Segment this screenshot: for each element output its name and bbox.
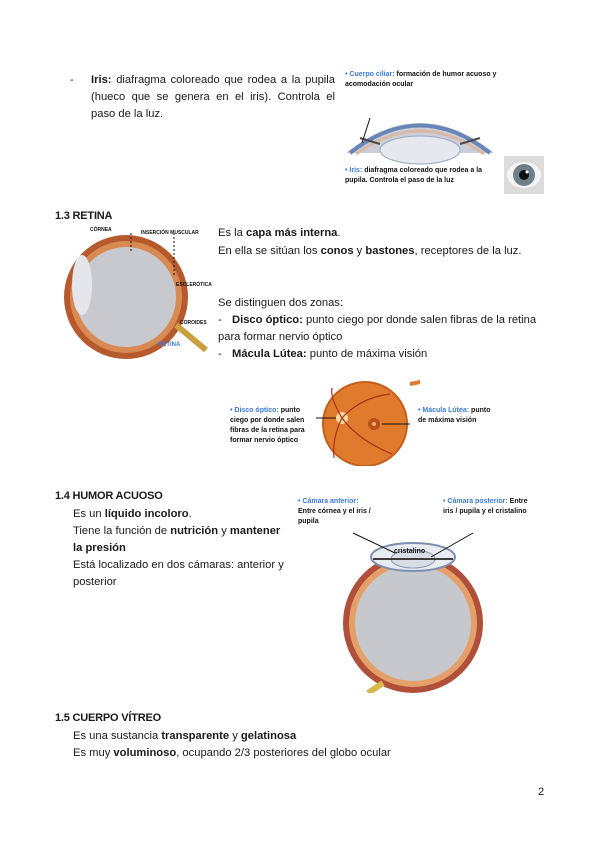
retina-figure [56,225,216,363]
retina-eye-illustration [56,225,216,363]
iris-figure [340,68,550,196]
retina-line3: Se distinguen dos zonas: [218,297,344,309]
camaras-figure [298,495,538,695]
macula-text: Mácula Lútea: punto de máxima visión [232,348,428,360]
ciliary-caption: • Cuerpo ciliar: formación de humor acuoso y acomodación ocular [345,71,497,88]
camara-posterior-caption: • Cámara posterior: Entre iris / pupila y el cristalino [443,498,528,515]
iris-fig-term: Iris: [349,167,363,174]
humor-line1: Es un líquido incoloro. [73,508,192,520]
label-insercion: INSERCIÓN MUSCULAR [141,230,199,236]
fundus-figure [230,378,500,468]
macula-item [218,346,548,363]
ciliary-term: Cuerpo ciliar: [349,71,395,78]
ciliary-text: formación de humor acuoso y acomodación ocular [345,71,497,88]
retina-line1: Es la capa más interna. [218,227,341,239]
page-number: 2 [538,786,545,798]
humor-line3: Está localizado en dos cámaras: anterior y posterior [73,559,284,588]
vitreo-heading: 1.5 CUERPO VÍTREO [55,712,162,724]
humor-line2: Tiene la función de nutrición y mantener la presión [73,525,281,554]
fundus-photo [310,378,420,466]
vitreo-line2: Es muy voluminoso, ocupando 2/3 posteriores del globo ocular [73,747,391,759]
iris-fig-text: diafragma coloreado que rodea a la pupila. Controla el paso de la luz [345,167,483,184]
label-coroides: COROIDES [180,320,207,326]
iris-fig-caption: • Iris: diafragma coloreado que rodea a la pupila. Controla el paso de la luz [345,167,483,184]
anterior-segment-illustration [340,98,500,168]
label-retina: RETINA [158,342,181,348]
macula-bullet: - [218,348,222,360]
fundus-left-caption: • Disco óptico: punto ciego por donde salen fibras de la retina para formar nervio óptico [230,407,305,444]
iris-term: Iris: [91,74,112,86]
iris-description: diafragma coloreado que rodea a la pupila (hueco que se genera en el iris). Controla el paso de la luz. [91,74,336,120]
disco-item [218,312,548,346]
retina-heading: 1.3 RETINA [55,210,113,222]
fundus-right-caption: • Mácula Lútea: punto de máxima visión [418,407,491,424]
iris-photo [504,156,544,194]
disco-text: Disco óptico: punto ciego por donde salen fibras de la retina para formar nervio óptico [218,314,537,343]
iris-item [70,72,335,123]
label-cristalino: cristalino [394,548,426,555]
label-esclerotica: ESCLERÓTICA [176,282,212,288]
iris-bullet: - [70,74,74,86]
humor-heading: 1.4 HUMOR ACUOSO [55,490,163,502]
label-cornea: CÓRNEA [90,227,112,233]
retina-line2: En ella se sitúan los conos y bastones, receptores de la luz. [218,245,522,257]
disco-bullet: - [218,314,222,326]
vitreo-line1: Es una sustancia transparente y gelatinosa [73,730,297,742]
camara-anterior-caption: • Cámara anterior: Entre córnea y el iris / pupila [298,498,371,525]
iris-text [91,72,335,123]
